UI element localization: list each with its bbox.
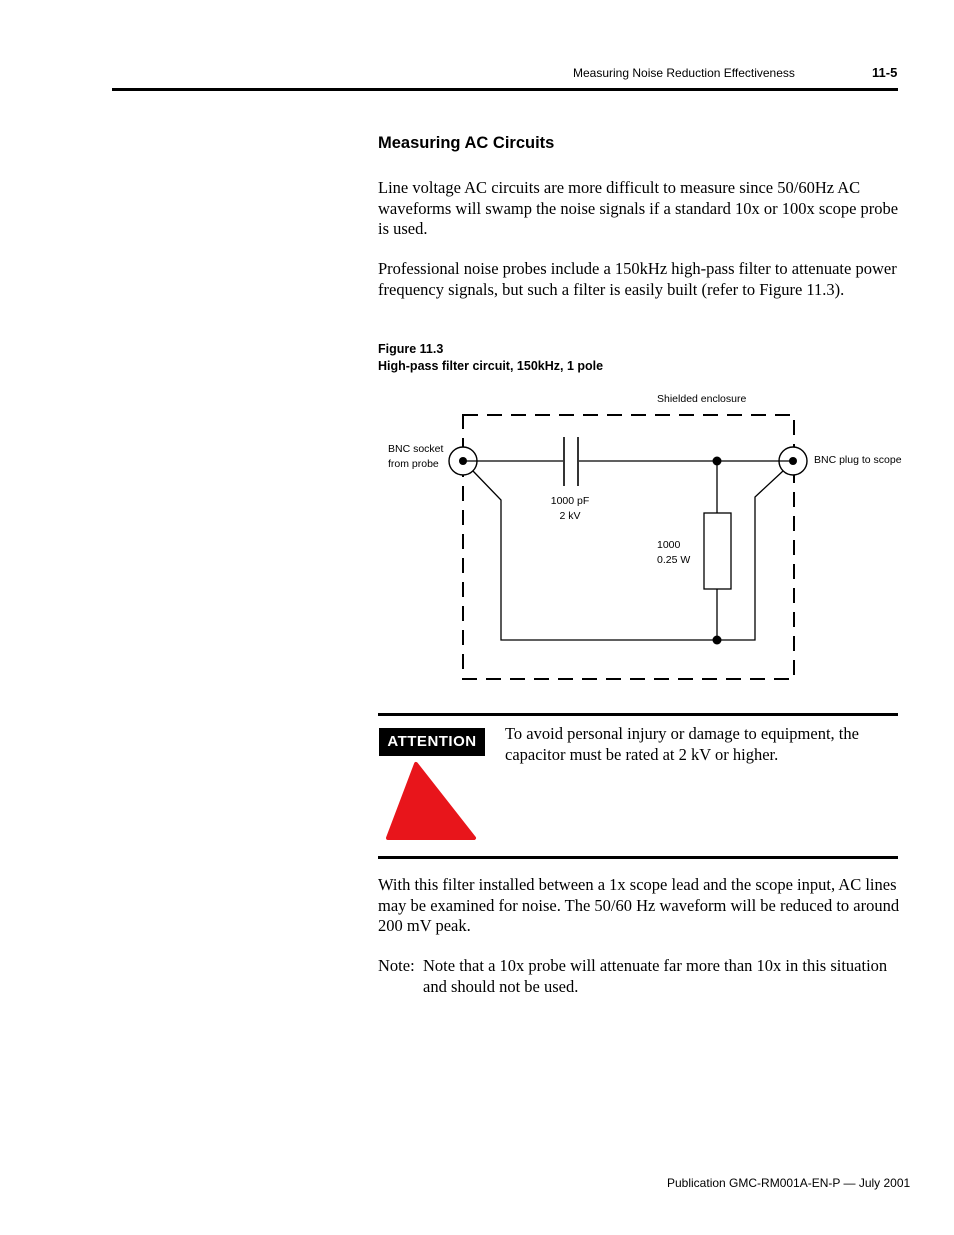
section-title: Measuring AC Circuits	[378, 134, 555, 152]
label-resistor-rating: 0.25 W	[657, 554, 691, 566]
capacitor-symbol	[564, 437, 578, 486]
label-resistor-value: 1000	[657, 539, 681, 551]
label-capacitor-value: 1000 pF	[550, 495, 590, 507]
label-bnc-plug: BNC plug to scope	[814, 454, 902, 466]
label-shielded-enclosure: Shielded enclosure	[657, 393, 747, 405]
label-capacitor	[548, 494, 592, 524]
paragraph-ac-circuits: Line voltage AC circuits are more difficult to measure since 50/60Hz AC waveforms will swamp the noise signals if a standard 10x or 100x scope probe is used.	[378, 178, 899, 238]
figure-caption: High-pass filter circuit, 150kHz, 1 pole	[378, 359, 604, 373]
note-label: Note:	[378, 956, 415, 975]
publication-footer: Publication GMC-RM001A-EN-P — July 2001	[667, 1176, 911, 1190]
resistor-symbol	[704, 513, 731, 589]
warning-triangle-shape	[388, 764, 474, 838]
label-capacitor-rating: 2 kV	[559, 510, 581, 522]
paragraph-noise-probes: Professional noise probes include a 150kHz high-pass filter to attenuate power frequency signals, but such a filter is easily built (refer to Figure 11.3).	[378, 259, 897, 299]
note-text: Note that a 10x probe will attenuate far more than 10x in this situation and should not be used.	[423, 956, 888, 996]
figure-number: Figure 11.3	[378, 342, 444, 356]
label-bnc-socket-line1: BNC socket	[388, 443, 444, 455]
attention-message: To avoid personal injury or damage to equipment, the capacitor must be rated at 2 kV or higher.	[505, 724, 859, 764]
attention-badge: ATTENTION	[379, 728, 485, 756]
running-header-title: Measuring Noise Reduction Effectiveness	[573, 66, 795, 80]
warning-triangle-icon	[385, 760, 480, 845]
label-bnc-socket	[388, 442, 443, 472]
paragraph-filter-installed: With this filter installed between a 1x scope lead and the scope input, AC lines may be examined for noise. The 50/60 Hz waveform will be reduced to around 200 mV peak.	[378, 875, 900, 935]
attention-top-rule	[378, 713, 898, 716]
label-resistor	[657, 538, 690, 568]
attention-bottom-rule	[378, 856, 898, 859]
label-bnc-socket-line2: from probe	[388, 458, 439, 470]
page-number: 11-5	[872, 65, 898, 80]
